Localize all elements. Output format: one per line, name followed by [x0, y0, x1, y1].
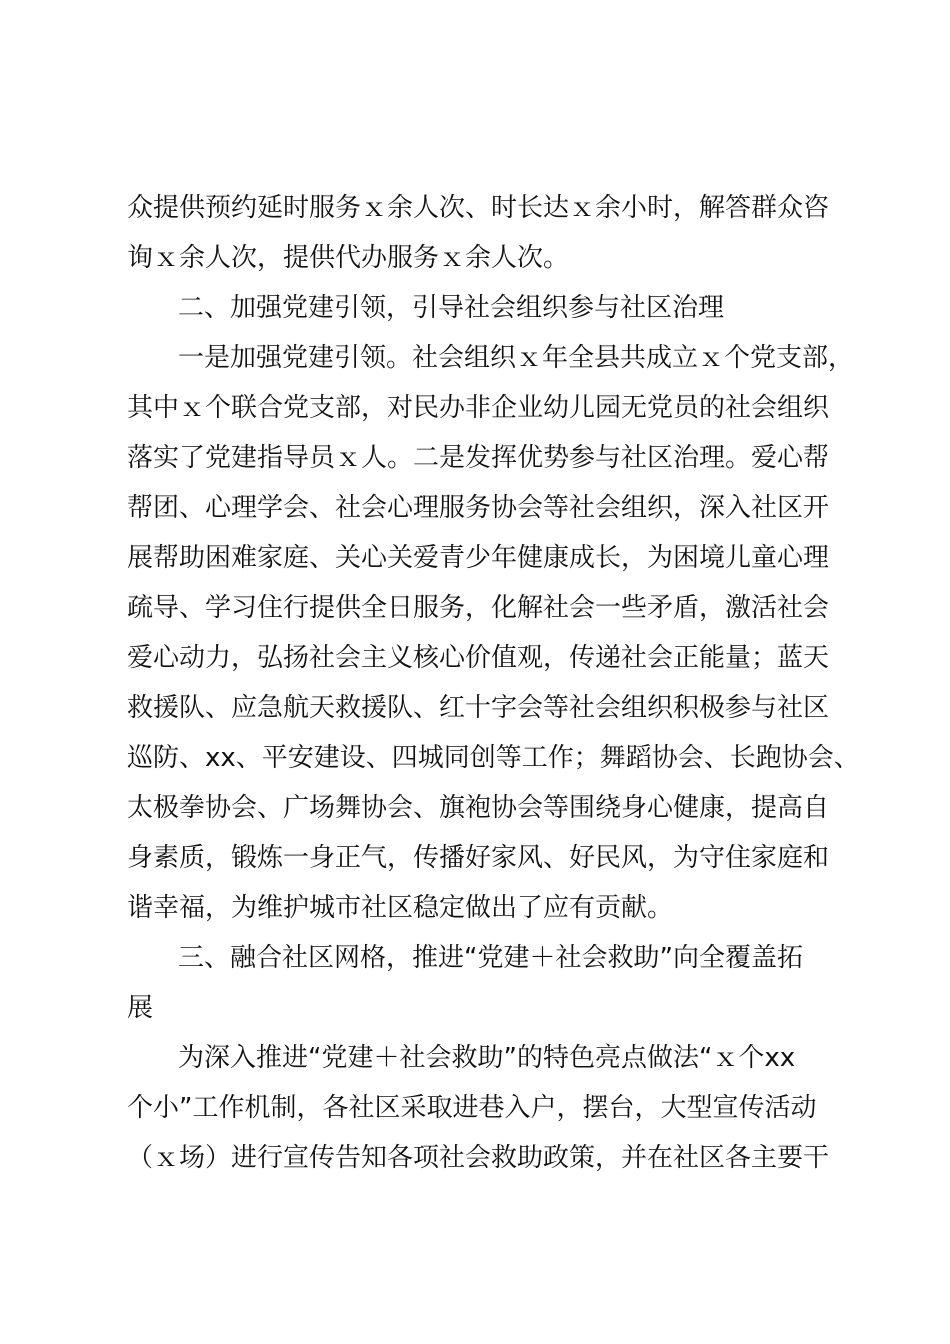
- text-line: 疏导、学习住行提供全日服务，化解社会一些矛盾，激活社会: [127, 593, 830, 623]
- text-line: 救援队、应急航天救援队、红十字会等社会组织积极参与社区: [127, 693, 830, 723]
- section-heading: 三、融合社区网格，推进“党建＋社会救助”向全覆盖拓: [178, 943, 803, 973]
- text-line: 众提供预约延时服务ｘ余人次、时长达ｘ余小时，解答群众咨: [127, 193, 830, 223]
- text-line: 落实了党建指导员ｘ人。二是发挥优势参与社区治理。爱心帮: [127, 443, 830, 473]
- text-line: （ｘ场）进行宣传告知各项社会救助政策，并在社区各主要干: [127, 1143, 830, 1173]
- text-line: 展帮助困难家庭、关心关爱青少年健康成长，为困境儿童心理: [127, 543, 830, 573]
- text-line: 为深入推进“党建＋社会救助”的特色亮点做法“ｘ个xx: [178, 1043, 796, 1073]
- text-line: 询ｘ余人次，提供代办服务ｘ余人次。: [127, 243, 570, 273]
- text-line: 一是加强党建引领。社会组织ｘ年全县共成立ｘ个党支部，: [178, 343, 855, 373]
- text-line: 巡防、xx、平安建设、四城同创等工作；舞蹈协会、长跑协会、: [127, 743, 860, 773]
- text-line: 帮团、心理学会、社会心理服务协会等社会组织，深入社区开: [127, 493, 830, 523]
- section-heading: 二、加强党建引领，引导社会组织参与社区治理: [178, 293, 725, 323]
- text-line: 个小”工作机制，各社区采取进巷入户，摆台，大型宣传活动: [127, 1093, 817, 1123]
- text-line: 太极拳协会、广场舞协会、旗袍协会等围绕身心健康，提高自: [127, 793, 830, 823]
- section-heading-continuation: 展: [127, 993, 154, 1023]
- text-line: 爱心动力，弘扬社会主义核心价值观，传递社会正能量；蓝天: [127, 643, 830, 673]
- text-line: 身素质，锻炼一身正气，传播好家风、好民风，为守住家庭和: [127, 843, 830, 873]
- text-line: 谐幸福，为维护城市社区稳定做出了应有贡献。: [127, 893, 674, 923]
- text-line: 其中ｘ个联合党支部，对民办非企业幼儿园无党员的社会组织: [127, 393, 830, 423]
